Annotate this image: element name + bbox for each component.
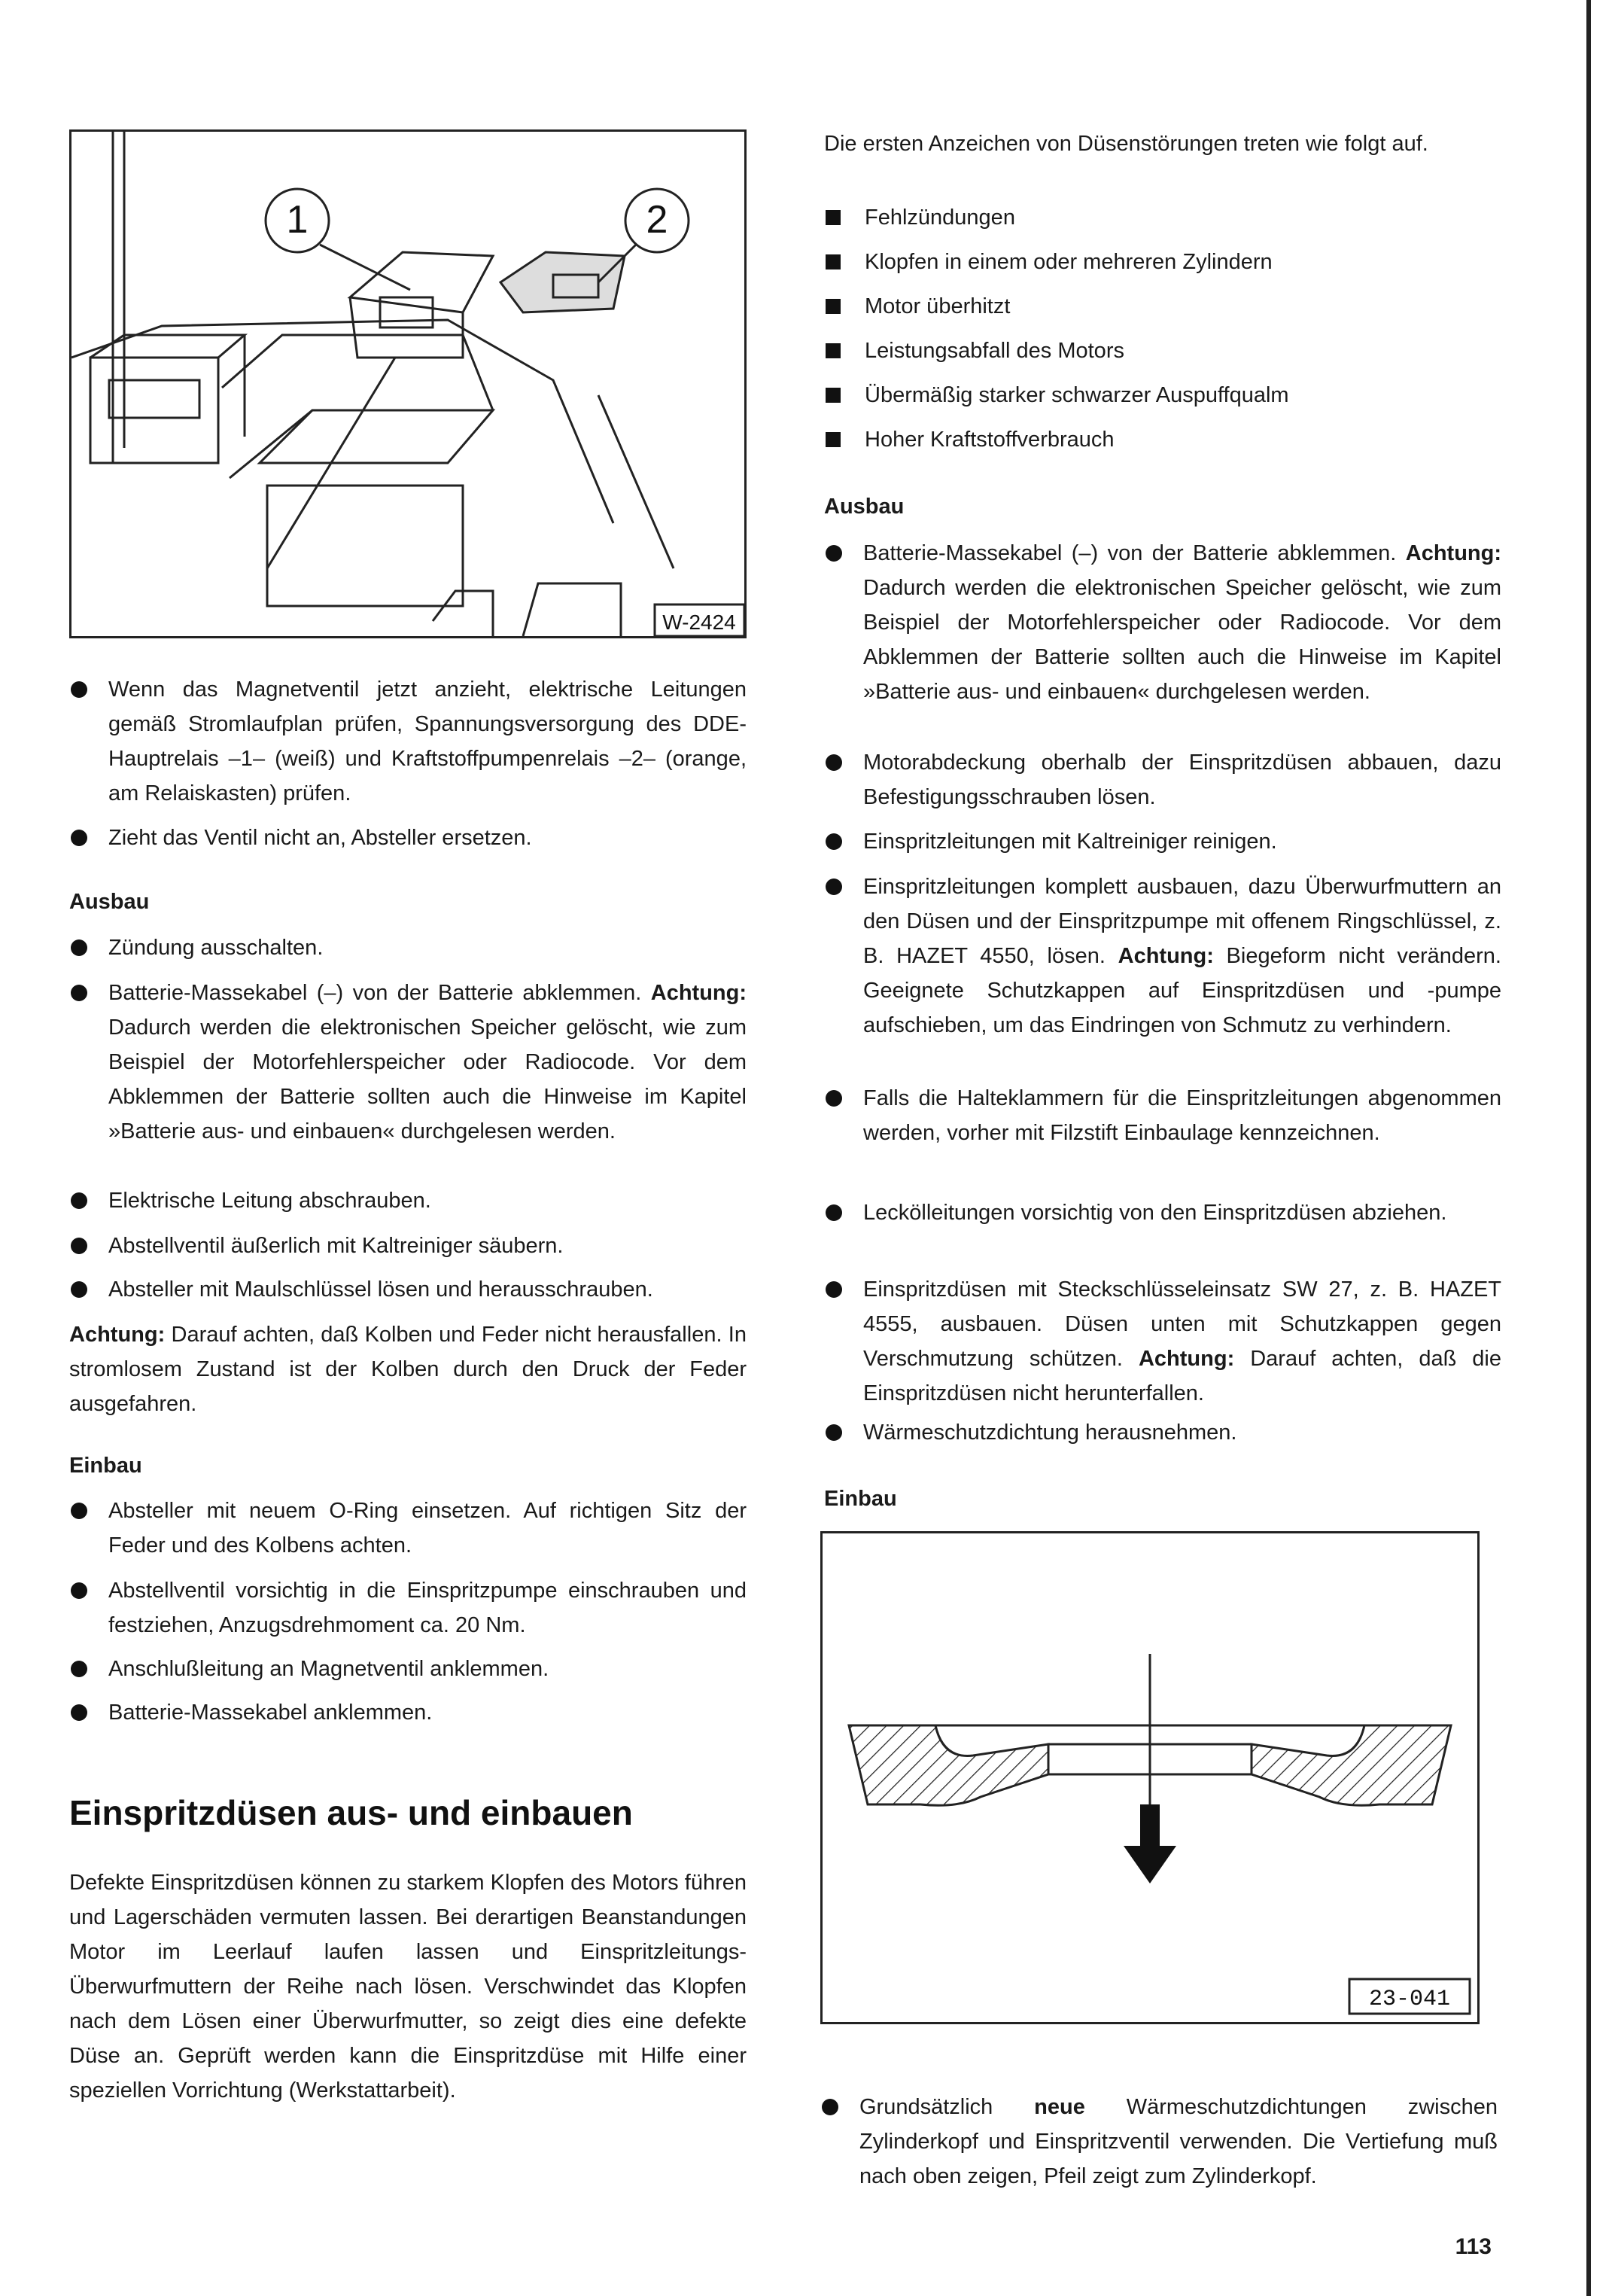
callout-1: 1 [286,198,309,242]
relay-figure [69,129,747,638]
right-einbau-heading: Einbau [824,1487,897,1511]
figure2-code: 23-041 [1368,1987,1451,2012]
left-ausbau-3: Elektrische Leitung abschrauben. [69,1183,747,1218]
left-ausbau-5: Absteller mit Maulschlüssel lösen und herausschrauben. [69,1272,747,1307]
right-ausbau-7: Einspritzdüsen mit Steckschlüsseleinsatz SW 27, z. B. HAZET 4555, ausbauen. Düsen unten mit Schutzkappen gegen Verschmutzung schützen. Achtung: Darauf achten, daß die Einspritzdüsen nicht herunterfallen. [824,1272,1501,1411]
left-item-2: Zieht das Ventil nicht an, Absteller ersetzen. [69,821,747,855]
left-einbau-4: Batterie-Massekabel anklemmen. [69,1695,747,1730]
washer-figure [820,1531,1480,2024]
left-einbau-heading: Einbau [69,1454,142,1478]
right-ausbau-heading: Ausbau [824,495,905,519]
left-ausbau-1: Zündung ausschalten. [69,930,747,965]
section-text: Defekte Einspritzdüsen können zu starkem Klopfen des Motors führen und Lagerschäden vermuten lassen. Bei derartigen Beanstandungen Motor im Leerlauf laufen lassen und Einspritzleitungs-Überwurfmuttern der Reihe nach lösen. Verschwindet das Klopfen nach dem Lösen einer Überwurfmutter, so zeigt dies eine defekte Düse an. Geprüft werden kann die Einspritzdüse mit Hilfe einer speziellen Vorrichtung (Werkstattarbeit). [69,1871,747,2103]
symptom-5: Übermäßig starker schwarzer Auspuffqualm [824,378,1501,413]
right-ausbau-4: Einspritzleitungen komplett ausbauen, dazu Überwurfmuttern an den Düsen und der Einspritzpumpe mit offenem Ringschlüssel, z. B. HAZET 4550, lösen. Achtung: Biegeform nicht verändern. Geeignete Schutzkappen auf Einspritzdüsen und -pumpe aufschieben, um das Eindringen von Schmutz zu verhindern. [824,869,1501,1043]
left-einbau-2: Abstellventil vorsichtig in die Einspritzpumpe einschrauben und festziehen, Anzugsdrehmoment ca. 20 Nm. [69,1573,747,1643]
symptom-1: Fehlzündungen [824,200,1501,235]
figure1-code: W-2424 [662,611,736,634]
left-ausbau-heading: Ausbau [69,890,150,914]
relay-illustration [71,132,744,636]
right-ausbau-1: Batterie-Massekabel (–) von der Batterie abklemmen. Achtung: Dadurch werden die elektronischen Speicher gelöscht, wie zum Beispiel der Motorfehlerspeicher oder Radiocode. Vor dem Abklemmen der Batterie sollten auch die Hinweise im Kapitel »Batterie aus- und einbauen« durchgelesen werden. [824,536,1501,709]
right-ausbau-5: Falls die Halteklammern für die Einspritzleitungen abgenommen werden, vorher mit Filzstift Einbaulage kennzeichnen. [824,1081,1501,1150]
right-ausbau-2: Motorabdeckung oberhalb der Einspritzdüsen abbauen, dazu Befestigungsschrauben lösen. [824,745,1501,815]
left-achtung-note: Achtung: Darauf achten, daß Kolben und Feder nicht herausfallen. In stromlosem Zustand ist der Kolben durch den Druck der Feder ausgefahren. [69,1323,747,1416]
symptom-2: Klopfen in einem oder mehreren Zylindern [824,245,1501,279]
symptom-3: Motor überhitzt [824,289,1501,324]
washer-cross-section [823,1533,1477,2022]
left-einbau-3: Anschlußleitung an Magnetventil anklemmen. [69,1652,747,1686]
left-ausbau-2: Batterie-Massekabel (–) von der Batterie abklemmen. Achtung: Dadurch werden die elektronischen Speicher gelöscht, wie zum Beispiel der Motorfehlerspeicher oder Radiocode. Vor dem Abklemmen der Batterie sollten auch die Hinweise im Kapitel »Batterie aus- und einbauen« durchgelesen werden. [69,976,747,1149]
symptom-6: Hoher Kraftstoffverbrauch [824,422,1501,457]
page-number: 113 [1455,2234,1492,2259]
left-ausbau-4: Abstellventil äußerlich mit Kaltreiniger säubern. [69,1229,747,1263]
right-ausbau-6: Leckölleitungen vorsichtig von den Einspritzdüsen abziehen. [824,1195,1501,1230]
right-ausbau-8: Wärmeschutzdichtung herausnehmen. [824,1415,1501,1450]
section-title: Einspritzdüsen aus- und einbauen [69,1793,633,1832]
left-einbau-1: Absteller mit neuem O-Ring einsetzen. Auf richtigen Sitz der Feder und des Kolbens achten. [69,1494,747,1563]
right-final-item: Grundsätzlich neue Wärmeschutzdichtungen zwischen Zylinderkopf und Einspritzventil verwenden. Die Vertiefung muß nach oben zeigen, Pfeil zeigt zum Zylinderkopf. [820,2090,1498,2194]
left-item-1: Wenn das Magnetventil jetzt anzieht, elektrische Leitungen gemäß Stromlaufplan prüfen, Spannungsversorgung des DDE-Hauptrelais –1– (weiß) und Kraftstoffpumpenrelais –2– (orange, am Relaiskasten) prüfen. [69,672,747,811]
page-edge [1586,0,1591,2296]
callout-2: 2 [646,198,668,242]
symptom-4: Leistungsabfall des Motors [824,333,1501,368]
right-ausbau-3: Einspritzleitungen mit Kaltreiniger reinigen. [824,824,1501,859]
right-intro: Die ersten Anzeichen von Düsenstörungen treten wie folgt auf. [824,132,1428,156]
